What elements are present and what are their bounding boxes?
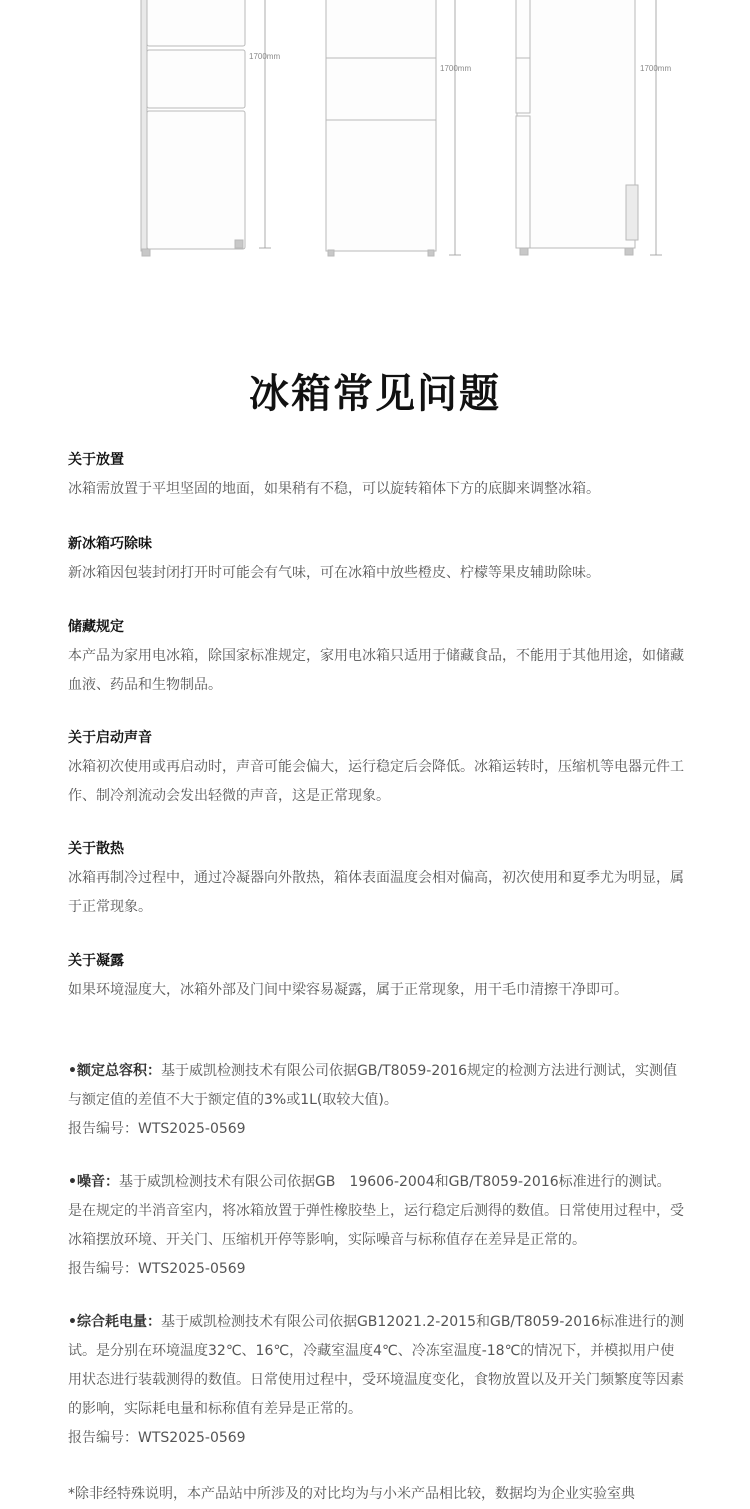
note-text: 基于威凯检测技术有限公司依据GB 19606-2004和GB/T8059-2016标准进行的测试。是在规定的半消音室内，将冰箱放置于弹性橡胶垫上，运行稳定后测得的数值。日常使用过程中，受冰箱摆放环境、开关门、压缩机开停等影响，实际噪音与标称值存在差异是正常的。 xyxy=(68,1174,684,1248)
faq-answer: 新冰箱因包装封闭打开时可能会有气味，可在冰箱中放些橙皮、柠檬等果皮辅助除味。 xyxy=(68,565,600,581)
note-report-number: 报告编号：WTS2025-0569 xyxy=(68,1261,246,1277)
note-label: •综合耗电量： xyxy=(68,1314,161,1330)
fridge-left-top-door xyxy=(147,0,245,46)
faq-answer: 冰箱需放置于平坦坚固的地面，如果稍有不稳，可以旋转箱体下方的底脚来调整冰箱。 xyxy=(68,481,600,497)
faq-item-storage-rules xyxy=(68,617,688,700)
fridge-front-middle-drawer xyxy=(326,58,436,120)
faq-item-odor-removal xyxy=(68,534,688,588)
faq-item-placement xyxy=(68,450,688,504)
faq-answer: 如果环境湿度大，冰箱外部及门间中梁容易凝露，属于正常现象，用干毛巾清擦干净即可。 xyxy=(68,982,628,998)
note-noise xyxy=(68,1168,684,1284)
page-title: 冰箱常见问题 xyxy=(249,371,501,417)
footer-disclaimer: *除非经特殊说明，本产品站中所涉及的对比均为与小米产品相比较，数据均为企业实验室典 xyxy=(68,1486,635,1502)
faq-question: 关于启动声音 xyxy=(68,730,152,746)
faq-question: 关于散热 xyxy=(68,841,124,857)
note-power-consumption xyxy=(68,1308,684,1453)
fridge-dimension-diagram xyxy=(0,0,750,300)
faq-question: 新冰箱巧除味 xyxy=(68,536,152,552)
fridge-side-body xyxy=(517,0,635,248)
faq-answer: 冰箱初次使用或再启动时，声音可能会偏大，运行稳定后会降低。冰箱运转时，压缩机等电器元件工作、制冷剂流动会发出轻微的声音，这是正常现象。 xyxy=(68,759,684,804)
height-label-left: 1700mm xyxy=(249,52,281,61)
faq-item-startup-sound xyxy=(68,728,688,811)
note-text: 基于威凯检测技术有限公司依据GB12021.2-2015和GB/T8059-2016标准进行的测试。是分别在环境温度32℃、16℃，冷藏室温度4℃、冷冻室温度-18℃的情况下，并模拟用户使用状态进行装载测得的数值。日常使用过程中，受环境温度变化，食物放置以及开关门频繁度等因素的影响，实际耗电量和标称值有差异是正常的。 xyxy=(68,1314,685,1417)
faq-question: 关于凝露 xyxy=(68,953,124,969)
faq-answer: 本产品为家用电冰箱，除国家标准规定，家用电冰箱只适用于储藏食品，不能用于其他用途，如储藏血液、药品和生物制品。 xyxy=(68,648,684,693)
note-label: •额定总容积： xyxy=(68,1063,161,1079)
note-report-number: 报告编号：WTS2025-0569 xyxy=(68,1430,246,1446)
note-text: 基于威凯检测技术有限公司依据GB/T8059-2016规定的检测方法进行测试，实测值与额定值的差值不大于额定值的3%或1L(取较大值)。 xyxy=(68,1063,677,1108)
fridge-left-bottom-drawer xyxy=(147,111,245,249)
fridge-front-bottom-drawer xyxy=(326,120,436,251)
faq-answer: 冰箱再制冷过程中，通过冷凝器向外散热，箱体表面温度会相对偏高，初次使用和夏季尤为明显，属于正常现象。 xyxy=(68,870,684,915)
note-rated-volume xyxy=(68,1057,684,1144)
faq-item-heat-dissipation xyxy=(68,839,688,922)
note-report-number: 报告编号：WTS2025-0569 xyxy=(68,1121,246,1137)
height-label-side: 1700mm xyxy=(640,64,672,73)
note-label: •噪音： xyxy=(68,1174,119,1190)
faq-question: 储藏规定 xyxy=(68,619,124,635)
fridge-illustration xyxy=(0,0,750,300)
fridge-front-top-door xyxy=(326,0,436,58)
faq-item-condensation xyxy=(68,951,688,1005)
height-label-front: 1700mm xyxy=(440,64,472,73)
faq-question: 关于放置 xyxy=(68,452,124,468)
fridge-left-middle-drawer xyxy=(147,50,245,108)
